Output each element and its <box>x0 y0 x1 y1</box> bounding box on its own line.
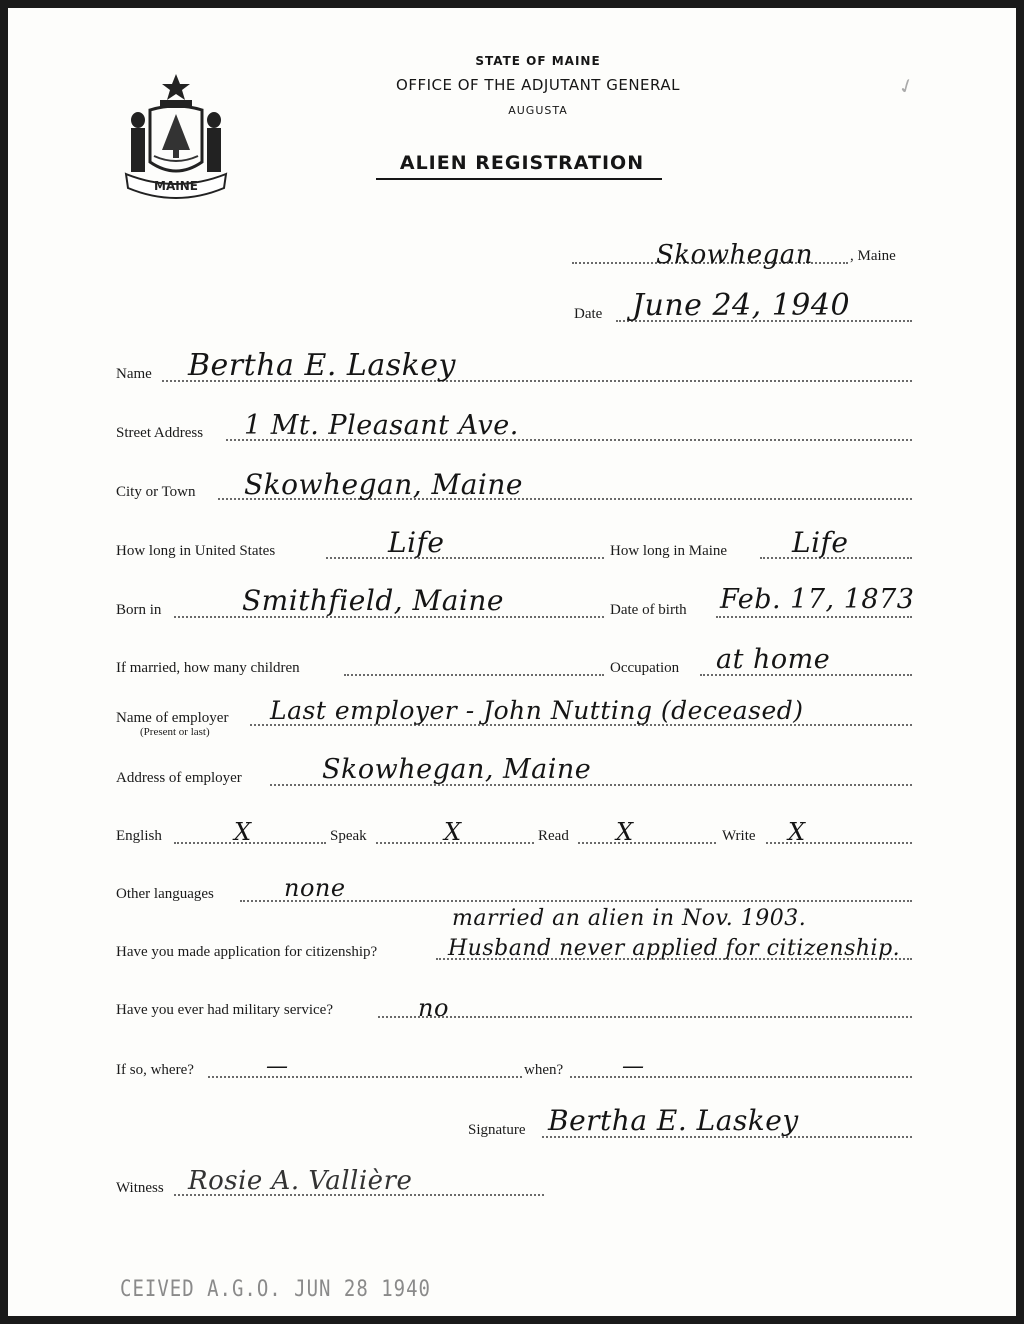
street-address-value: 1 Mt. Pleasant Ave. <box>244 410 519 441</box>
english-label: English <box>116 828 162 844</box>
write-label: Write <box>722 828 756 844</box>
how-long-us-line <box>326 557 604 559</box>
employer-address-label: Address of employer <box>116 770 242 786</box>
read-label: Read <box>538 828 569 844</box>
how-long-maine-label: How long in Maine <box>610 543 728 559</box>
state-heading: STATE OF MAINE <box>475 54 601 68</box>
military-line <box>378 1016 912 1018</box>
other-languages-label: Other languages <box>116 886 214 902</box>
check-mark-icon: ✓ <box>894 71 919 101</box>
office-heading: OFFICE OF THE ADJUTANT GENERAL <box>396 76 680 94</box>
name-value: Bertha E. Laskey <box>188 348 456 383</box>
title-underline <box>376 178 662 180</box>
born-in-value: Smithfield, Maine <box>242 584 504 617</box>
military-value: no <box>418 994 449 1022</box>
read-line <box>578 842 716 844</box>
other-languages-value: none <box>284 874 346 902</box>
how-long-us-value: Life <box>388 526 445 559</box>
date-value: June 24, 1940 <box>632 288 851 323</box>
received-stamp: CEIVED A.G.O. JUN 28 1940 <box>120 1276 431 1302</box>
registration-form-page <box>8 8 1016 1316</box>
employer-value: Last employer - John Nutting (deceased) <box>270 696 804 725</box>
speak-label: Speak <box>330 828 367 844</box>
city-or-town-value: Skowhegan, Maine <box>244 468 523 501</box>
seal-lettering: MAINE <box>154 179 198 193</box>
employer-address-value: Skowhegan, Maine <box>322 754 592 785</box>
date-of-birth-value: Feb. 17, 1873 <box>720 584 915 615</box>
read-value: X <box>616 818 634 846</box>
citizenship-label: Have you made application for citizenship? <box>116 944 378 960</box>
signature-value: Bertha E. Laskey <box>548 1104 799 1137</box>
town-value: Skowhegan <box>656 240 813 270</box>
how-long-maine-value: Life <box>792 526 849 559</box>
occupation-label: Occupation <box>610 660 680 676</box>
employer-label: Name of employer <box>116 710 229 726</box>
married-children-line <box>344 674 604 676</box>
witness-value: Rosie A. Vallière <box>188 1166 413 1196</box>
married-children-label: If married, how many children <box>116 660 300 676</box>
form-title: ALIEN REGISTRATION <box>399 152 645 174</box>
citizenship-value-line2: Husband never applied for citizenship. <box>448 936 901 961</box>
state-of-maine-seal-icon <box>120 70 232 200</box>
name-label: Name <box>116 366 152 382</box>
city-heading: AUGUSTA <box>508 104 568 117</box>
write-value: X <box>788 818 806 846</box>
citizenship-value-line1: married an alien in Nov. 1903. <box>452 906 807 931</box>
date-of-birth-label: Date of birth <box>610 602 687 618</box>
maine-suffix-label: , Maine <box>850 248 896 264</box>
how-long-us-label: How long in United States <box>116 543 276 559</box>
if-so-where-value: — <box>266 1054 289 1079</box>
if-so-where-line <box>208 1076 522 1078</box>
city-or-town-label: City or Town <box>116 484 196 500</box>
when-label: when? <box>524 1062 564 1078</box>
english-value: X <box>234 818 252 846</box>
if-so-where-label: If so, where? <box>116 1062 194 1078</box>
occupation-value: at home <box>716 644 831 675</box>
employer-sublabel: (Present or last) <box>140 726 210 738</box>
witness-label: Witness <box>116 1180 164 1196</box>
street-address-label: Street Address <box>116 425 204 441</box>
military-label: Have you ever had military service? <box>116 1002 333 1018</box>
date-label: Date <box>574 306 603 322</box>
born-in-label: Born in <box>116 602 162 618</box>
speak-value: X <box>444 818 462 846</box>
signature-label: Signature <box>468 1122 526 1138</box>
date-of-birth-line <box>716 616 912 618</box>
when-value: — <box>622 1054 645 1079</box>
